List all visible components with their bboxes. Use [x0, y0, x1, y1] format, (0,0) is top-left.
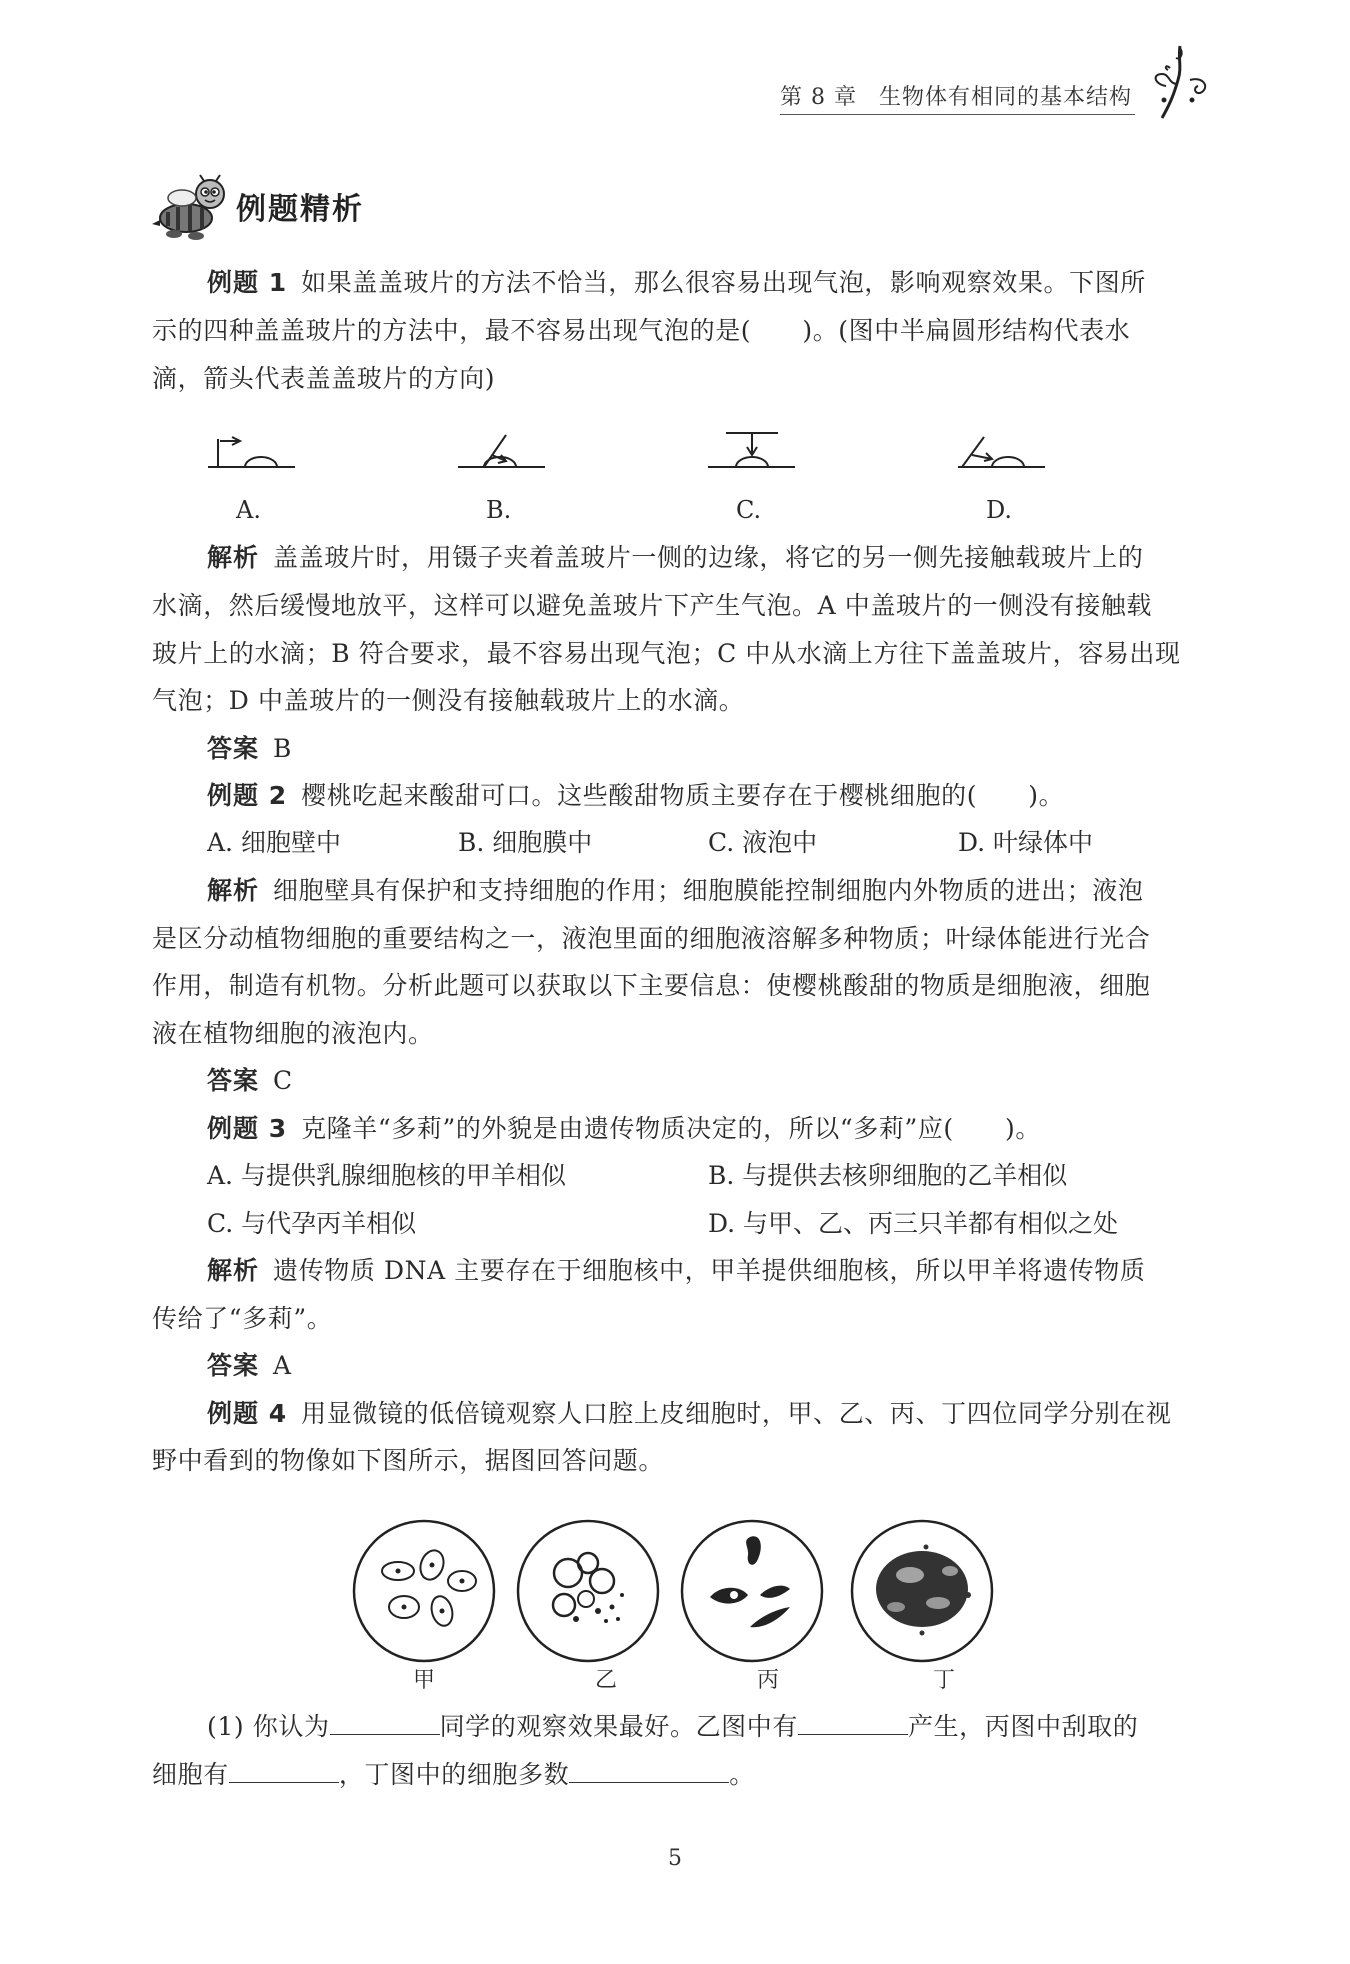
q4-sub1-part-a: (1) 你认为 — [207, 1712, 330, 1741]
q2-answer-label: 答案 — [207, 1066, 260, 1095]
q3-analysis-text-1: 遗传物质 DNA 主要存在于细胞核中，甲羊提供细胞核，所以甲羊将遗传物质 — [273, 1256, 1146, 1285]
q2-analysis-4: 液在植物细胞的液泡内。 — [152, 1019, 434, 1048]
q3-answer-label: 答案 — [207, 1351, 260, 1380]
method-a-diagram — [208, 437, 295, 467]
q1-line-2: 示的四种盖盖玻片的方法中，最不容易出现气泡的是( )。(图中半扁圆形结构代表水 — [152, 316, 1131, 345]
q2-answer — [207, 1066, 293, 1096]
q3-stem-text: 克隆羊“多莉”的外貌是由遗传物质决定的，所以“多莉”应( )。 — [301, 1114, 1041, 1143]
q2-option-c: C. 液泡中 — [708, 828, 818, 857]
q3-analysis-label: 解析 — [207, 1256, 260, 1285]
q1-analysis-2: 水滴，然后缓慢地放平，这样可以避免盖玻片下产生气泡。A 中盖玻片的一侧没有接触载 — [152, 591, 1153, 620]
q2-stem — [207, 781, 1064, 811]
q2-analysis-label: 解析 — [207, 876, 260, 905]
page-number: 5 — [668, 1846, 682, 1871]
fig2-label-bing: 丙 — [757, 1668, 780, 1693]
chapter-title: 生物体有相同的基本结构 — [878, 85, 1132, 110]
bee-mascot-icon — [152, 174, 232, 244]
q1-answer — [207, 734, 292, 764]
answer-blank-2[interactable] — [798, 1708, 908, 1735]
flourish-ornament-icon — [1140, 38, 1220, 128]
method-c-diagram — [708, 433, 795, 467]
q2-answer-value: C — [273, 1066, 293, 1095]
field-ding-diagram — [852, 1521, 992, 1661]
q3-option-d: D. 与甲、乙、丙三只羊都有相似之处 — [708, 1209, 1119, 1238]
header-text — [780, 80, 1132, 111]
microscope-fields-figure — [350, 1515, 1010, 1665]
q2-analysis-2: 是区分动植物细胞的重要结构之一，液泡里面的细胞液溶解多种物质；叶绿体能进行光合 — [152, 924, 1151, 953]
q1-analysis-3: 玻片上的水滴；B 符合要求，最不容易出现气泡；C 中从水滴上方往下盖盖玻片，容易出现 — [152, 639, 1181, 668]
q3-answer — [207, 1351, 292, 1381]
q4-sub1-line-2 — [152, 1756, 755, 1790]
coverslip-methods-figure — [200, 425, 1070, 485]
q1-line-1 — [207, 268, 1146, 298]
q2-analysis-1 — [207, 876, 1143, 906]
field-bing-diagram — [682, 1521, 822, 1661]
q4-line-1 — [207, 1399, 1172, 1429]
q2-analysis-3: 作用，制造有机物。分析此题可以获取以下主要信息：使樱桃酸甜的物质是细胞液，细胞 — [152, 971, 1151, 1000]
q1-analysis-4: 气泡；D 中盖玻片的一侧没有接触载玻片上的水滴。 — [152, 686, 745, 715]
answer-blank-1[interactable] — [330, 1708, 440, 1735]
q3-analysis-1 — [207, 1256, 1146, 1286]
q2-option-a: A. 细胞壁中 — [207, 828, 341, 857]
q4-line-2: 野中看到的物像如下图所示，据图回答问题。 — [152, 1446, 665, 1475]
q3-analysis-2: 传给了“多莉”。 — [152, 1304, 333, 1333]
q1-text-1: 如果盖盖玻片的方法不恰当，那么很容易出现气泡，影响观察效果。下图所 — [301, 268, 1146, 297]
q3-option-a: A. 与提供乳腺细胞核的甲羊相似 — [207, 1161, 566, 1190]
field-jia-diagram — [354, 1521, 494, 1661]
fig2-label-ding: 丁 — [933, 1668, 956, 1693]
q3-label: 例题 3 — [207, 1114, 288, 1143]
q2-stem-text: 樱桃吃起来酸甜可口。这些酸甜物质主要存在于樱桃细胞的( )。 — [301, 781, 1065, 810]
section-title: 例题精析 — [236, 192, 364, 227]
q4-sub1-line-1 — [207, 1708, 1138, 1742]
q1-answer-label: 答案 — [207, 734, 260, 763]
running-header — [760, 80, 1220, 120]
q1-label: 例题 1 — [207, 268, 288, 297]
q4-sub1-part-d: 细胞有 — [152, 1760, 229, 1789]
q3-option-b: B. 与提供去核卵细胞的乙羊相似 — [708, 1161, 1068, 1190]
q4-sub1-part-f: 。 — [729, 1760, 755, 1789]
answer-blank-4[interactable] — [569, 1756, 729, 1783]
section-heading — [152, 174, 452, 244]
q3-stem — [207, 1114, 1041, 1144]
q2-option-d: D. 叶绿体中 — [958, 828, 1094, 857]
fig1-label-b: B. — [486, 496, 512, 524]
method-d-diagram — [958, 437, 1045, 467]
header-rule — [780, 114, 1135, 115]
fig1-label-a: A. — [236, 496, 261, 524]
field-yi-diagram — [518, 1521, 658, 1661]
q1-line-3: 滴，箭头代表盖盖玻片的方向) — [152, 364, 496, 393]
q4-label: 例题 4 — [207, 1399, 288, 1428]
fig1-label-c: C. — [736, 496, 762, 524]
q1-answer-value: B — [273, 734, 292, 763]
q4-text-1: 用显微镜的低倍镜观察人口腔上皮细胞时，甲、乙、丙、丁四位同学分别在视 — [301, 1399, 1172, 1428]
q4-sub1-part-c: 产生，丙图中刮取的 — [907, 1712, 1139, 1741]
q1-analysis-1 — [207, 543, 1143, 573]
q4-sub1-part-b: 同学的观察效果最好。乙图中有 — [439, 1712, 798, 1741]
fig1-label-d: D. — [986, 496, 1013, 524]
q3-option-c: C. 与代孕丙羊相似 — [207, 1209, 417, 1238]
q2-label: 例题 2 — [207, 781, 288, 810]
fig2-label-yi: 乙 — [595, 1668, 618, 1693]
method-b-diagram — [458, 435, 545, 467]
q3-answer-value: A — [273, 1351, 292, 1380]
fig2-label-jia: 甲 — [413, 1668, 436, 1693]
q2-option-b: B. 细胞膜中 — [458, 828, 593, 857]
chapter-number: 第 8 章 — [780, 85, 857, 110]
q2-analysis-text-1: 细胞壁具有保护和支持细胞的作用；细胞膜能控制细胞内外物质的进出；液泡 — [273, 876, 1144, 905]
q1-analysis-label: 解析 — [207, 543, 260, 572]
q1-analysis-text-1: 盖盖玻片时，用镊子夹着盖玻片一侧的边缘，将它的另一侧先接触载玻片上的 — [273, 543, 1144, 572]
q4-sub1-part-e: ，丁图中的细胞多数 — [338, 1760, 570, 1789]
answer-blank-3[interactable] — [229, 1756, 339, 1783]
